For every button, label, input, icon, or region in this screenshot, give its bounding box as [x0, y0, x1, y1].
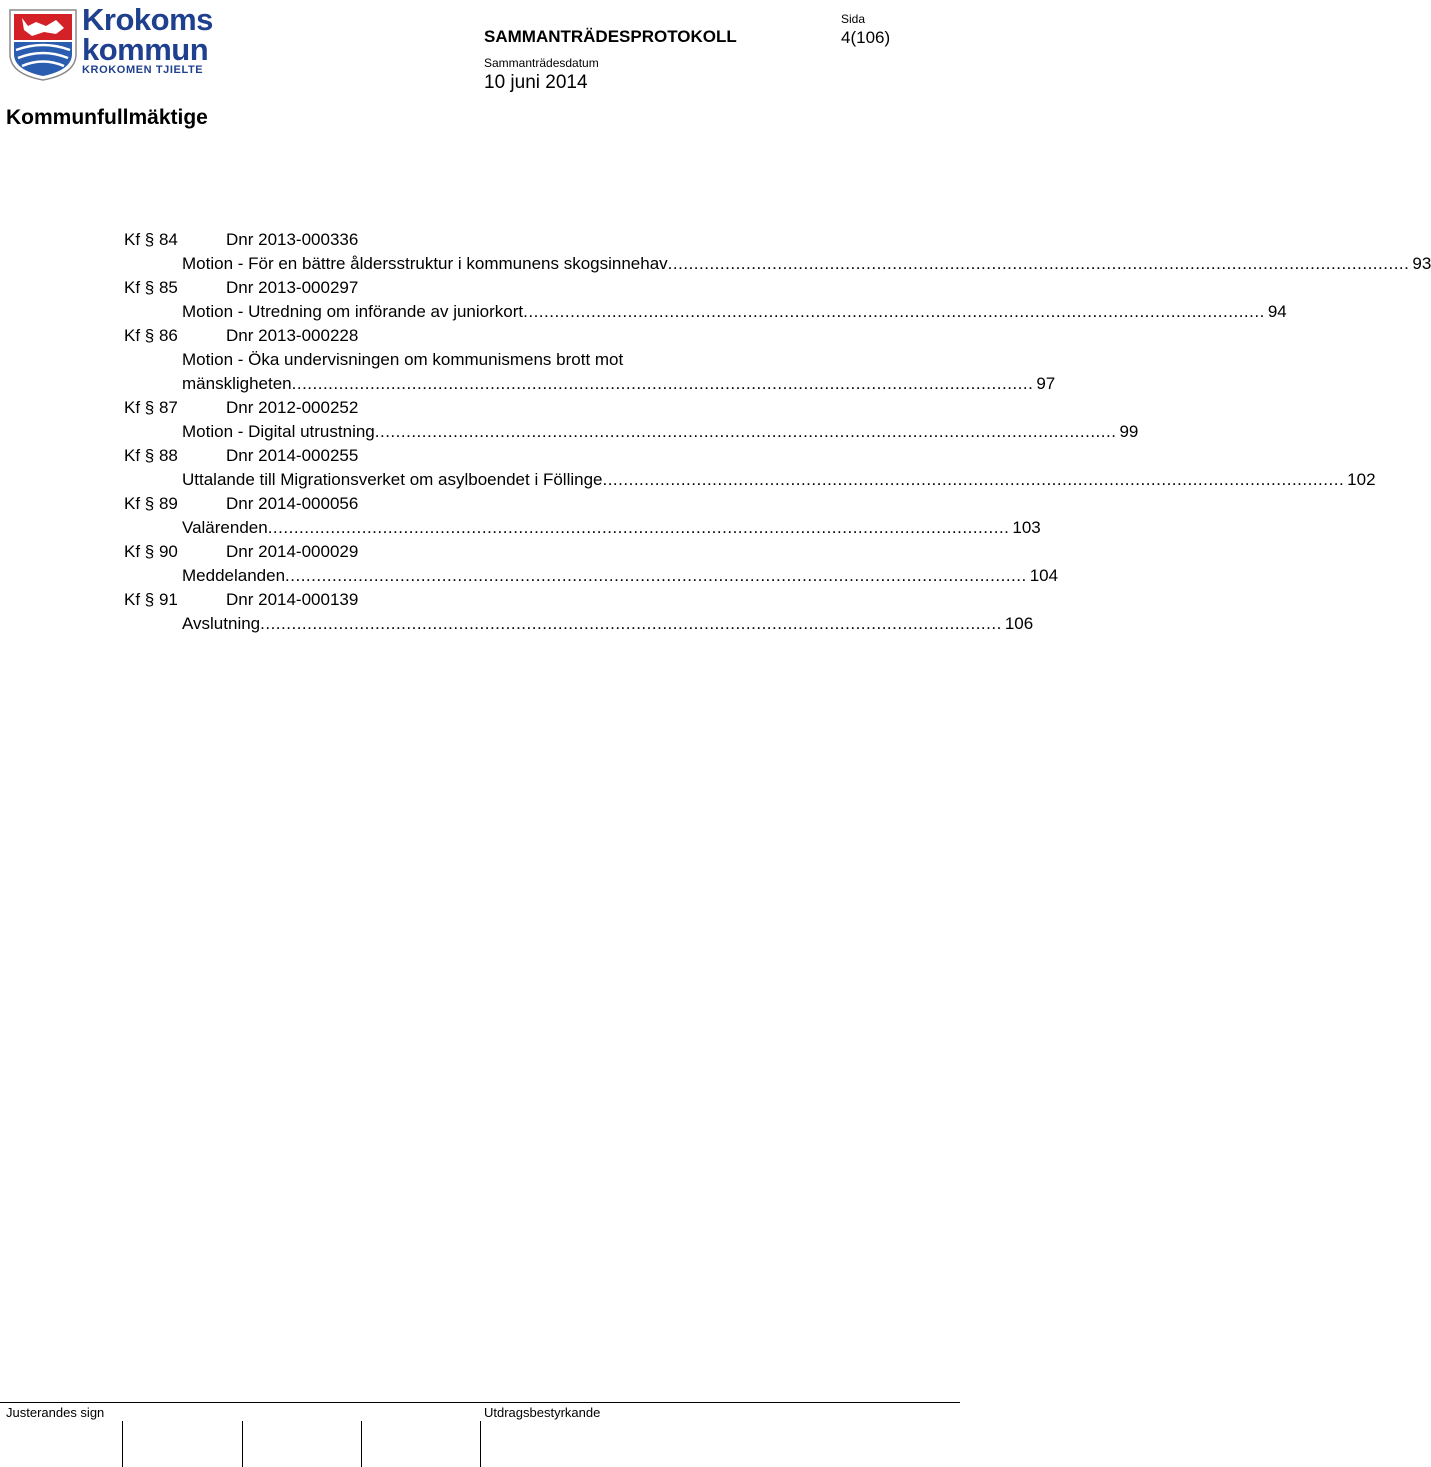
- signature-box-divider: [480, 1421, 481, 1467]
- case-number: Dnr 2014-000056: [226, 494, 359, 513]
- case-number: Dnr 2014-000255: [226, 446, 359, 465]
- dot-leader: ..............................................................................................................................................: [602, 470, 1345, 489]
- utdragsbestyrkande-label: Utdragsbestyrkande: [484, 1405, 601, 1420]
- paragraph-number: Kf § 87: [124, 398, 178, 417]
- paragraph-number: Kf § 86: [124, 326, 178, 345]
- toc-entry-title: Avslutning: [182, 614, 261, 633]
- dot-leader: ..............................................................................................................................................: [260, 614, 1002, 633]
- dot-leader: ..............................................................................................................................................: [267, 518, 1010, 537]
- toc-entry-title: Motion - Utredning om införande av juniorkort: [182, 302, 524, 321]
- toc-entry-title: Uttalande till Migrationsverket om asylboendet i Föllinge: [182, 470, 603, 489]
- logo-text-sami: KROKOMEN TJIELTE: [82, 64, 204, 76]
- page-number: 4(106): [841, 28, 891, 47]
- signature-box-divider: [361, 1421, 362, 1467]
- toc-entry[interactable]: [124, 540, 1059, 588]
- logo-text-kommun: kommun: [82, 32, 209, 67]
- paragraph-number: Kf § 91: [124, 590, 178, 609]
- dot-leader: ..............................................................................................................................................: [667, 254, 1410, 273]
- meeting-date-label: Sammanträdesdatum: [484, 56, 599, 70]
- case-number: Dnr 2013-000336: [226, 230, 359, 249]
- toc-entry-title: Motion - Digital utrustning: [182, 422, 375, 441]
- toc-entry[interactable]: [124, 492, 1041, 540]
- justerandes-sign-label: Justerandes sign: [6, 1405, 105, 1420]
- paragraph-number: Kf § 85: [124, 278, 178, 297]
- dot-leader: ..............................................................................................................................................: [285, 566, 1027, 585]
- toc-entry-title: Motion - För en bättre åldersstruktur i kommunens skogsinnehav: [182, 254, 668, 273]
- case-number: Dnr 2012-000252: [226, 398, 359, 417]
- dot-leader: ..............................................................................................................................................: [374, 422, 1117, 441]
- toc-page-number: 97: [1036, 374, 1056, 393]
- toc-entry[interactable]: [124, 444, 1376, 492]
- meeting-date-value: 10 juni 2014: [484, 72, 588, 93]
- toc-page-number: 99: [1119, 422, 1139, 441]
- logo-text-krokoms: Krokoms: [82, 2, 213, 37]
- toc-entry[interactable]: [124, 396, 1139, 444]
- document-type-title: SAMMANTRÄDESPROTOKOLL: [484, 27, 737, 46]
- case-number: Dnr 2014-000029: [226, 542, 359, 561]
- dot-leader: ..............................................................................................................................................: [523, 302, 1265, 321]
- toc-page-number: 94: [1267, 302, 1287, 321]
- toc-entry[interactable]: [124, 276, 1287, 324]
- toc-page-number: 106: [1004, 614, 1034, 633]
- paragraph-number: Kf § 84: [124, 230, 178, 249]
- paragraph-number: Kf § 88: [124, 446, 178, 465]
- case-number: Dnr 2014-000139: [226, 590, 359, 609]
- case-number: Dnr 2013-000228: [226, 326, 359, 345]
- page-label: Sida: [841, 12, 866, 26]
- toc-entry-title: Valärenden: [182, 518, 268, 537]
- dot-leader: ..............................................................................................................................................: [291, 374, 1034, 393]
- table-of-contents: [124, 228, 1431, 636]
- paragraph-number: Kf § 89: [124, 494, 178, 513]
- case-number: Dnr 2013-000297: [226, 278, 359, 297]
- toc-entry[interactable]: [124, 324, 1056, 396]
- paragraph-number: Kf § 90: [124, 542, 178, 561]
- toc-entry-title-line1: Motion - Öka undervisningen om kommunismens brott mot: [182, 350, 624, 369]
- signature-box-divider: [122, 1421, 123, 1467]
- toc-entry-title: mänskligheten: [182, 374, 292, 393]
- coat-of-arms-icon: [10, 10, 76, 80]
- toc-page-number: 102: [1347, 470, 1376, 489]
- signature-box-divider: [242, 1421, 243, 1467]
- toc-entry[interactable]: [124, 228, 1431, 276]
- toc-entry-title: Meddelanden: [182, 566, 286, 585]
- toc-entry[interactable]: [124, 588, 1034, 636]
- department-title: Kommunfullmäktige: [6, 106, 208, 129]
- toc-page-number: 103: [1012, 518, 1041, 537]
- toc-page-number: 93: [1412, 254, 1431, 273]
- toc-page-number: 104: [1029, 566, 1059, 585]
- signature-footer: [0, 1402, 960, 1467]
